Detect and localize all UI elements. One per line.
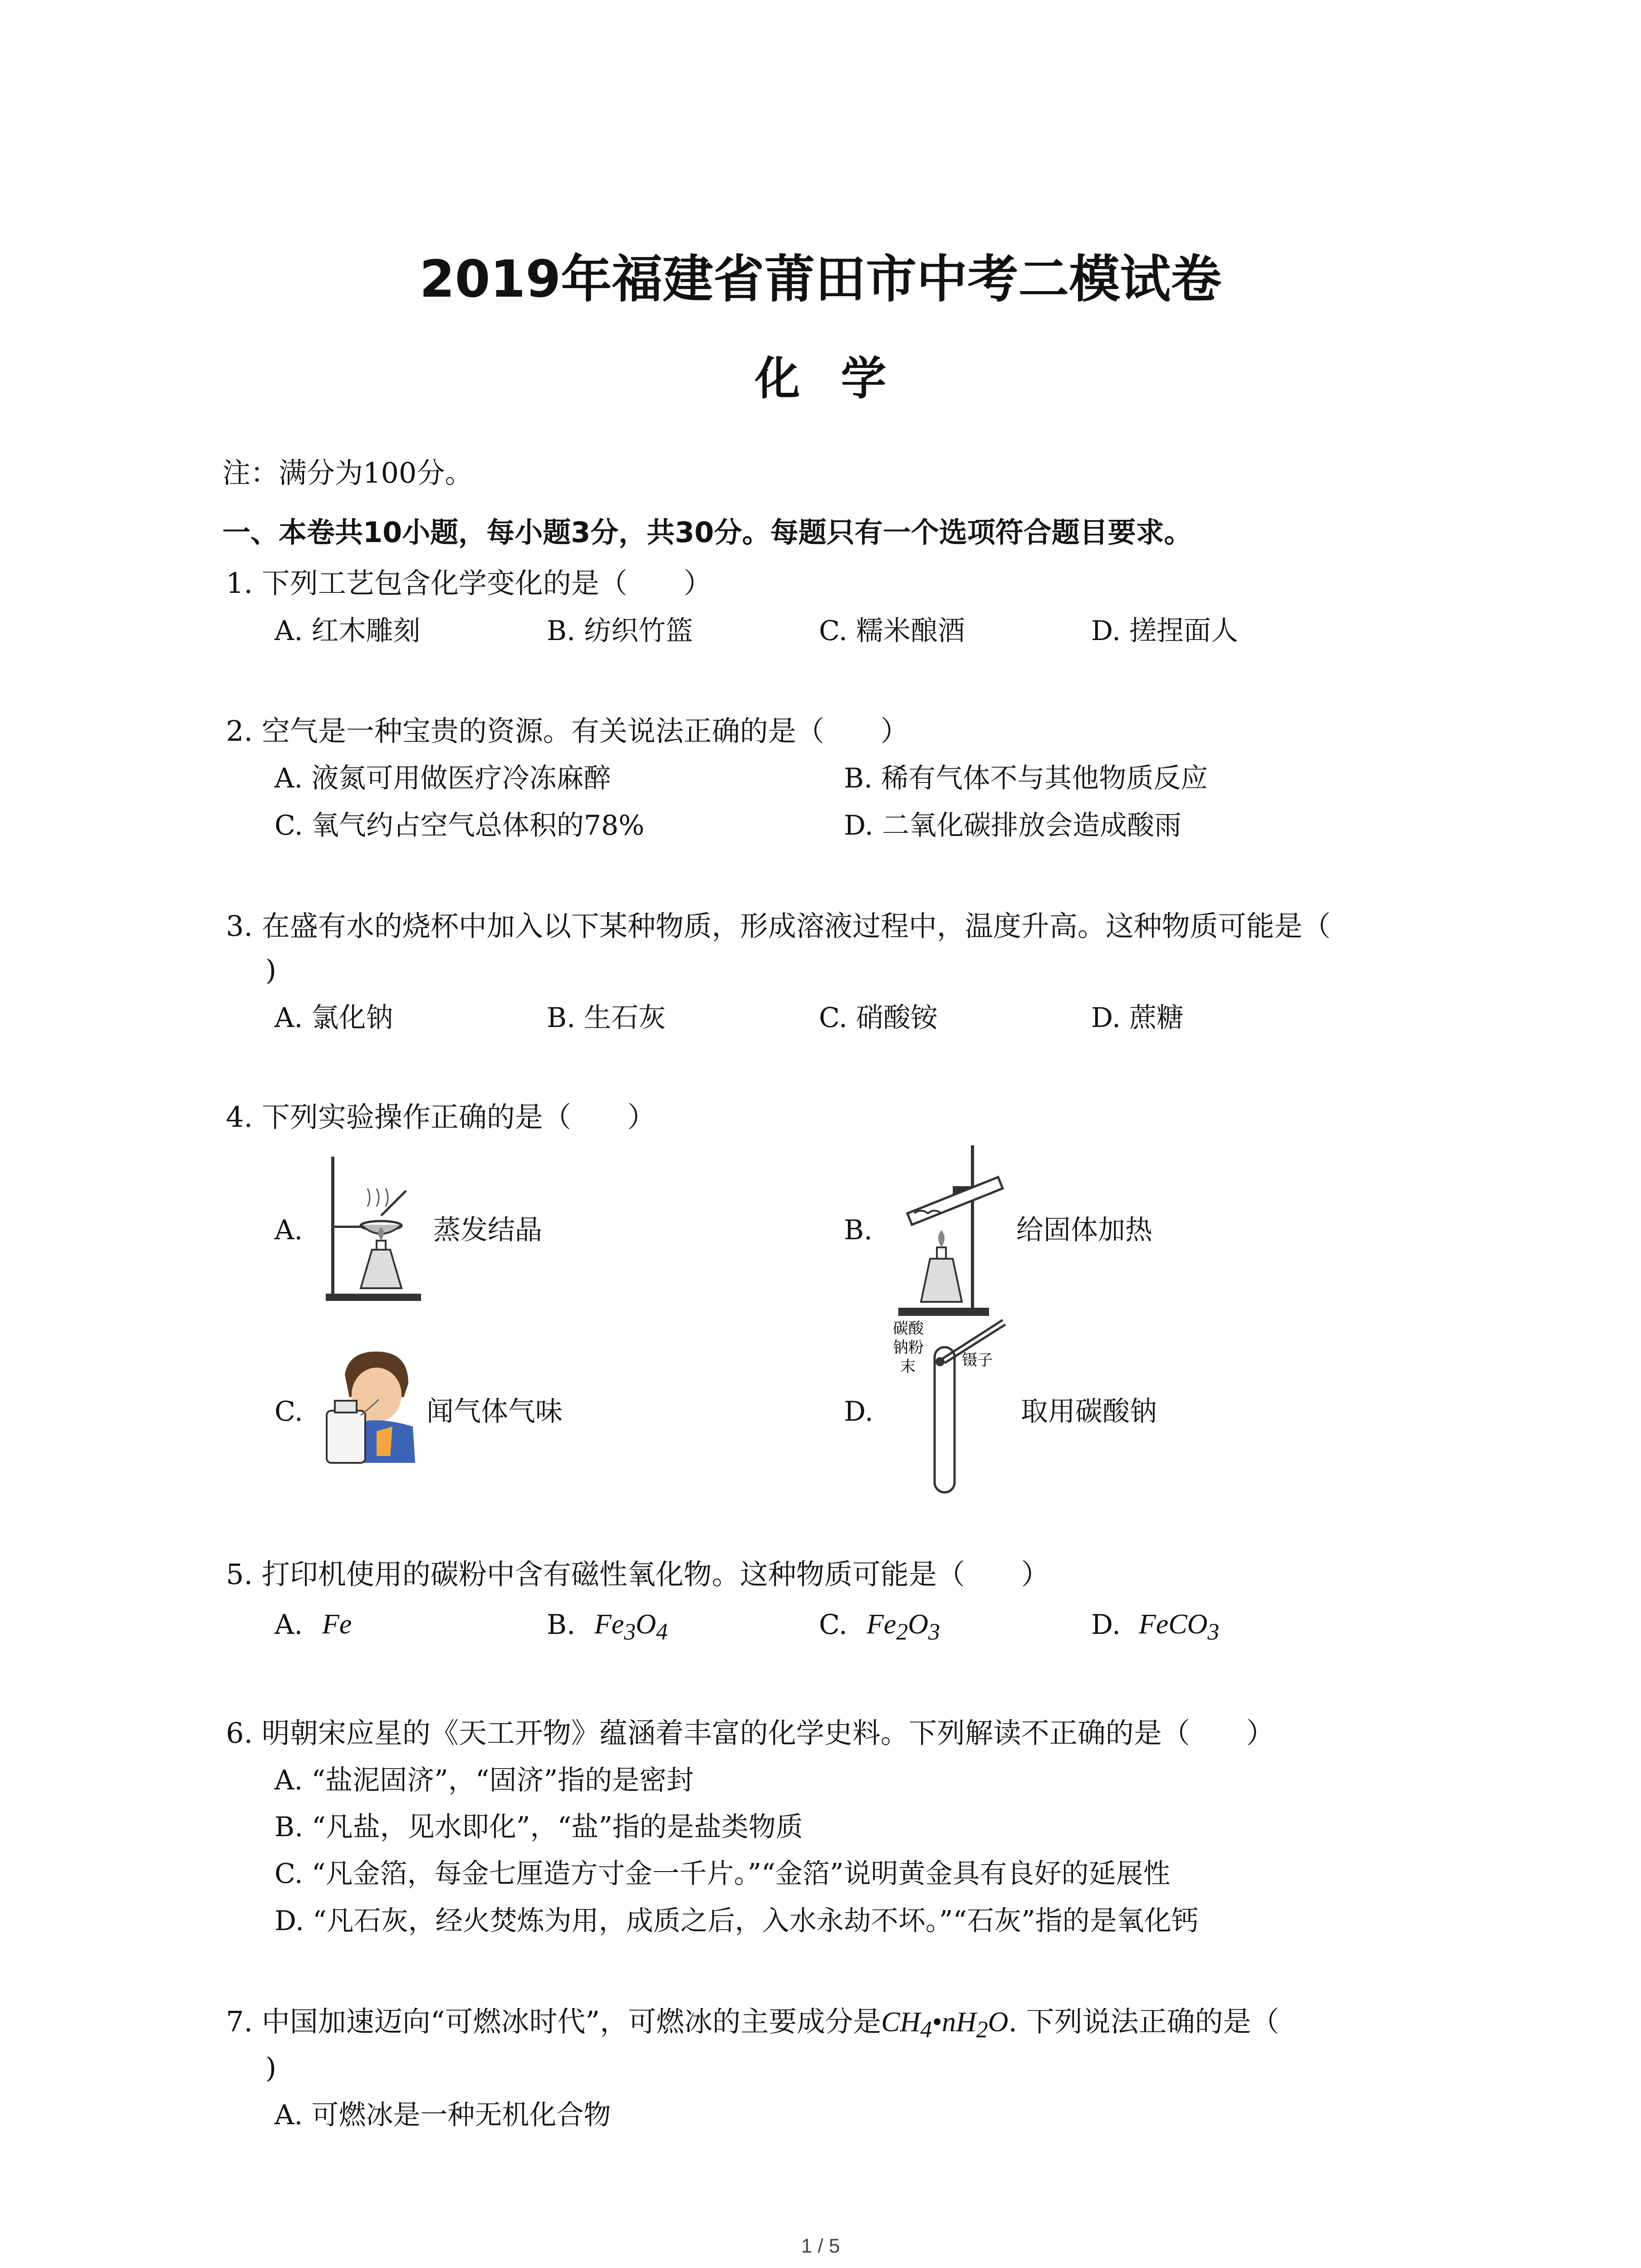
q5-option-a-formula: Fe bbox=[322, 1609, 352, 1640]
question-5-stem: 5. 打印机使用的碳粉中含有磁性氧化物。这种物质可能是（ ） bbox=[226, 1558, 1049, 1591]
question-7-stem: 7. 中国加速迈向“可燃冰时代”，可燃冰的主要成分是$CH_4•nH_2O$. 下列说法正确的是（ bbox=[226, 2005, 1279, 2043]
q1-option-c: C. 糯米酿酒 bbox=[819, 615, 965, 647]
d-fig-label-3: 末 bbox=[900, 1358, 916, 1376]
d-fig-label-1: 碳酸 bbox=[893, 1320, 924, 1338]
question-3-stem: 3. 在盛有水的烧杯中加入以下某种物质，形成溶液过程中，温度升高。这种物质可能是（ bbox=[226, 909, 1331, 943]
q4-option-b-text: 给固体加热 bbox=[1016, 1214, 1152, 1246]
q3-option-b: B. 生石灰 bbox=[547, 1002, 666, 1034]
q1-option-b: B. 纺织竹篮 bbox=[547, 615, 693, 647]
q4-option-a-text: 蒸发结晶 bbox=[433, 1214, 542, 1246]
q4-option-d-letter: D. bbox=[844, 1396, 874, 1427]
q4-option-b-letter: B. bbox=[844, 1214, 873, 1246]
q4-option-c-text: 闻气体气味 bbox=[426, 1396, 563, 1427]
methane-hydrate-formula: $CH_4•nH_2O$ bbox=[881, 2007, 1009, 2043]
q3-option-c: C. 硝酸铵 bbox=[819, 1002, 938, 1034]
q5-option-b-formula: $Fe_3O_4$ bbox=[594, 1609, 668, 1645]
question-3-stem-close: ) bbox=[265, 953, 277, 987]
q6-option-d: D. “凡石灰，经火焚炼为用，成质之后，入水永劫不坏。”“石灰”指的是氧化钙 bbox=[274, 1905, 1199, 1937]
q2-option-b: B. 稀有气体不与其他物质反应 bbox=[844, 763, 1208, 794]
q3-option-d: D. 蔗糖 bbox=[1091, 1002, 1184, 1034]
q3-option-a: A. 氯化钠 bbox=[274, 1002, 393, 1034]
q5-option-b-letter: B. bbox=[547, 1609, 576, 1641]
page-number: 1 / 5 bbox=[801, 2235, 840, 2257]
q4-option-c-letter: C. bbox=[274, 1396, 303, 1427]
q5-option-d-letter: D. bbox=[1091, 1609, 1121, 1641]
subject-heading: 化学 bbox=[754, 352, 927, 405]
taking-sodium-carbonate-image bbox=[885, 1311, 1012, 1497]
q7-option-a: A. 可燃冰是一种无机化合物 bbox=[274, 2099, 611, 2131]
q5-option-c-formula: $Fe_2O_3$ bbox=[867, 1609, 940, 1645]
q6-option-b: B. “凡盐，见水即化”，“盐”指的是盐类物质 bbox=[274, 1811, 803, 1843]
q5-option-a-letter: A. bbox=[274, 1609, 303, 1641]
heating-solid-apparatus-image bbox=[889, 1145, 1021, 1327]
exam-title: 2019年福建省莆田市中考二模试卷 bbox=[419, 250, 1222, 309]
q6-option-a: A. “盐泥固济”，“固济”指的是密封 bbox=[274, 1765, 694, 1796]
section-1-heading: 一、本卷共10小题，每小题3分，共30分。每题只有一个选项符合题目要求。 bbox=[222, 516, 1192, 549]
q1-option-a: A. 红木雕刻 bbox=[274, 615, 421, 647]
question-6-stem: 6. 明朝宋应星的《天工开物》蕴涵着丰富的化学史料。下列解读不正确的是（ ） bbox=[226, 1716, 1274, 1750]
q5-option-c-letter: C. bbox=[819, 1609, 847, 1641]
question-7-stem-close: ) bbox=[265, 2051, 277, 2084]
q6-option-c: C. “凡金箔，每金七厘造方寸金一千片。”“金箔”说明黄金具有良好的延展性 bbox=[274, 1858, 1171, 1890]
d-fig-label-4: 镊子 bbox=[962, 1351, 993, 1369]
question-4-stem: 4. 下列实验操作正确的是（ ） bbox=[226, 1100, 656, 1134]
q2-option-d: D. 二氧化碳排放会造成酸雨 bbox=[844, 810, 1182, 841]
q5-option-d-formula: FeCO$_3$ bbox=[1139, 1609, 1220, 1645]
question-2-stem: 2. 空气是一种宝贵的资源。有关说法正确的是（ ） bbox=[226, 714, 909, 748]
d-fig-label-2: 钠粉 bbox=[893, 1339, 924, 1357]
q2-option-a: A. 液氮可用做医疗冷冻麻醉 bbox=[274, 763, 611, 794]
question-1-stem: 1. 下列工艺包含化学变化的是（ ） bbox=[226, 567, 712, 600]
smelling-gas-image bbox=[318, 1347, 422, 1465]
score-note: 注：满分为100分。 bbox=[222, 456, 473, 489]
evaporation-apparatus-image bbox=[318, 1152, 431, 1306]
q2-option-c: C. 氧气约占空气总体积的78% bbox=[274, 810, 645, 841]
q1-option-d: D. 搓捏面人 bbox=[1091, 615, 1239, 647]
q4-option-d-text: 取用碳酸钠 bbox=[1021, 1396, 1157, 1427]
q4-option-a-letter: A. bbox=[274, 1214, 303, 1246]
